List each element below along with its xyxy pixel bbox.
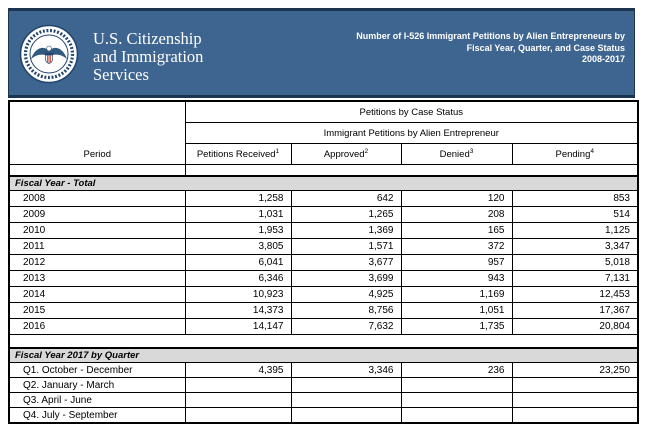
- period-cell: 2012: [9, 255, 185, 271]
- value-cell: [401, 393, 512, 408]
- value-cell: 165: [401, 223, 512, 239]
- value-cell: [512, 378, 638, 393]
- footnote-marker: 2: [364, 147, 369, 155]
- value-cell: 1,169: [401, 287, 512, 303]
- spacer-cell: [9, 165, 185, 177]
- period-cell: Q3. April - June: [9, 393, 185, 408]
- column-label: Petitions Received: [196, 149, 276, 161]
- section-title: Fiscal Year 2017 by Quarter: [9, 348, 638, 363]
- value-cell: 3,346: [291, 363, 401, 378]
- agency-line: and Immigration: [93, 47, 204, 66]
- table-row: [9, 378, 638, 393]
- period-cell: Q2. January - March: [9, 378, 185, 393]
- table-row: [9, 303, 638, 319]
- report-title-line: 2008-2017: [581, 54, 625, 64]
- spacer-cell: [9, 335, 638, 349]
- table-row: [9, 207, 638, 223]
- column-header-denied: [401, 144, 512, 165]
- table-row: [9, 191, 638, 207]
- period-cell: 2008: [9, 191, 185, 207]
- column-header-pending: [512, 144, 638, 165]
- report-title: [356, 31, 625, 66]
- table-row: [9, 393, 638, 408]
- group-header-entrepreneur: Immigrant Petitions by Alien Entrepreneur: [185, 123, 638, 144]
- value-cell: [291, 408, 401, 424]
- value-cell: 1,258: [185, 191, 291, 207]
- period-cell: 2015: [9, 303, 185, 319]
- section-header-fy2017-quarter: [9, 348, 638, 363]
- period-cell: 2010: [9, 223, 185, 239]
- column-header-approved: [291, 144, 401, 165]
- value-cell: 236: [401, 363, 512, 378]
- footnote-marker: 1: [275, 147, 280, 155]
- value-cell: 957: [401, 255, 512, 271]
- section-header-fiscal-year-total: [9, 176, 638, 191]
- uscis-banner: [8, 8, 635, 98]
- petitions-table: [8, 100, 639, 424]
- value-cell: 1,571: [291, 239, 401, 255]
- value-cell: 6,041: [185, 255, 291, 271]
- value-cell: [185, 378, 291, 393]
- value-cell: 4,925: [291, 287, 401, 303]
- value-cell: 853: [512, 191, 638, 207]
- report-title-line: Number of I-526 Immigrant Petitions by Alien Entrepreneurs by: [356, 31, 625, 41]
- value-cell: 1,735: [401, 319, 512, 335]
- value-cell: [512, 408, 638, 424]
- value-cell: 1,051: [401, 303, 512, 319]
- value-cell: 3,805: [185, 239, 291, 255]
- value-cell: 20,804: [512, 319, 638, 335]
- value-cell: 17,367: [512, 303, 638, 319]
- value-cell: [401, 378, 512, 393]
- table-row: [9, 223, 638, 239]
- value-cell: 7,131: [512, 271, 638, 287]
- group-header-row-1: [9, 101, 638, 123]
- agency-line: U.S. Citizenship: [93, 29, 202, 48]
- value-cell: 514: [512, 207, 638, 223]
- value-cell: 10,923: [185, 287, 291, 303]
- value-cell: 943: [401, 271, 512, 287]
- column-label: Denied: [439, 149, 470, 161]
- value-cell: [401, 408, 512, 424]
- value-cell: [185, 408, 291, 424]
- agency-name: [93, 30, 203, 84]
- period-cell: 2013: [9, 271, 185, 287]
- period-cell: 2011: [9, 239, 185, 255]
- table-row: [9, 363, 638, 378]
- spacer-row: [9, 165, 638, 177]
- value-cell: 8,756: [291, 303, 401, 319]
- table-row: [9, 239, 638, 255]
- group-header-case-status: Petitions by Case Status: [185, 101, 638, 123]
- period-header-cell: Period: [9, 101, 185, 165]
- value-cell: 3,677: [291, 255, 401, 271]
- column-label: Approved: [323, 149, 365, 161]
- section-title: Fiscal Year - Total: [9, 176, 638, 191]
- agency-line: Services: [93, 65, 149, 84]
- period-cell: 2016: [9, 319, 185, 335]
- value-cell: 642: [291, 191, 401, 207]
- value-cell: 372: [401, 239, 512, 255]
- table-row: [9, 287, 638, 303]
- spacer-row: [9, 335, 638, 349]
- value-cell: [291, 393, 401, 408]
- period-cell: 2009: [9, 207, 185, 223]
- period-cell: 2014: [9, 287, 185, 303]
- value-cell: [185, 393, 291, 408]
- value-cell: [512, 393, 638, 408]
- value-cell: 4,395: [185, 363, 291, 378]
- value-cell: [291, 378, 401, 393]
- value-cell: 3,347: [512, 239, 638, 255]
- period-cell: Q4. July - September: [9, 408, 185, 424]
- footnote-marker: 4: [590, 147, 594, 155]
- value-cell: 208: [401, 207, 512, 223]
- period-cell: Q1. October - December: [9, 363, 185, 378]
- value-cell: 1,265: [291, 207, 401, 223]
- report-title-line: Fiscal Year, Quarter, and Case Status: [466, 42, 625, 53]
- footnote-marker: 3: [469, 147, 474, 155]
- value-cell: 1,125: [512, 223, 638, 239]
- spacer-cell: [185, 165, 638, 177]
- value-cell: 6,346: [185, 271, 291, 287]
- table-row: [9, 319, 638, 335]
- value-cell: 1,953: [185, 223, 291, 239]
- value-cell: 3,699: [291, 271, 401, 287]
- value-cell: 14,147: [185, 319, 291, 335]
- value-cell: 1,369: [291, 223, 401, 239]
- value-cell: 23,250: [512, 363, 638, 378]
- column-label: Pending: [555, 149, 591, 161]
- value-cell: 1,031: [185, 207, 291, 223]
- table-row: [9, 408, 638, 424]
- value-cell: 120: [401, 191, 512, 207]
- table-row: [9, 255, 638, 271]
- table-row: [9, 271, 638, 287]
- value-cell: 5,018: [512, 255, 638, 271]
- column-header-received: [185, 144, 291, 165]
- dhs-seal-icon: [19, 24, 79, 84]
- value-cell: 14,373: [185, 303, 291, 319]
- value-cell: 12,453: [512, 287, 638, 303]
- value-cell: 7,632: [291, 319, 401, 335]
